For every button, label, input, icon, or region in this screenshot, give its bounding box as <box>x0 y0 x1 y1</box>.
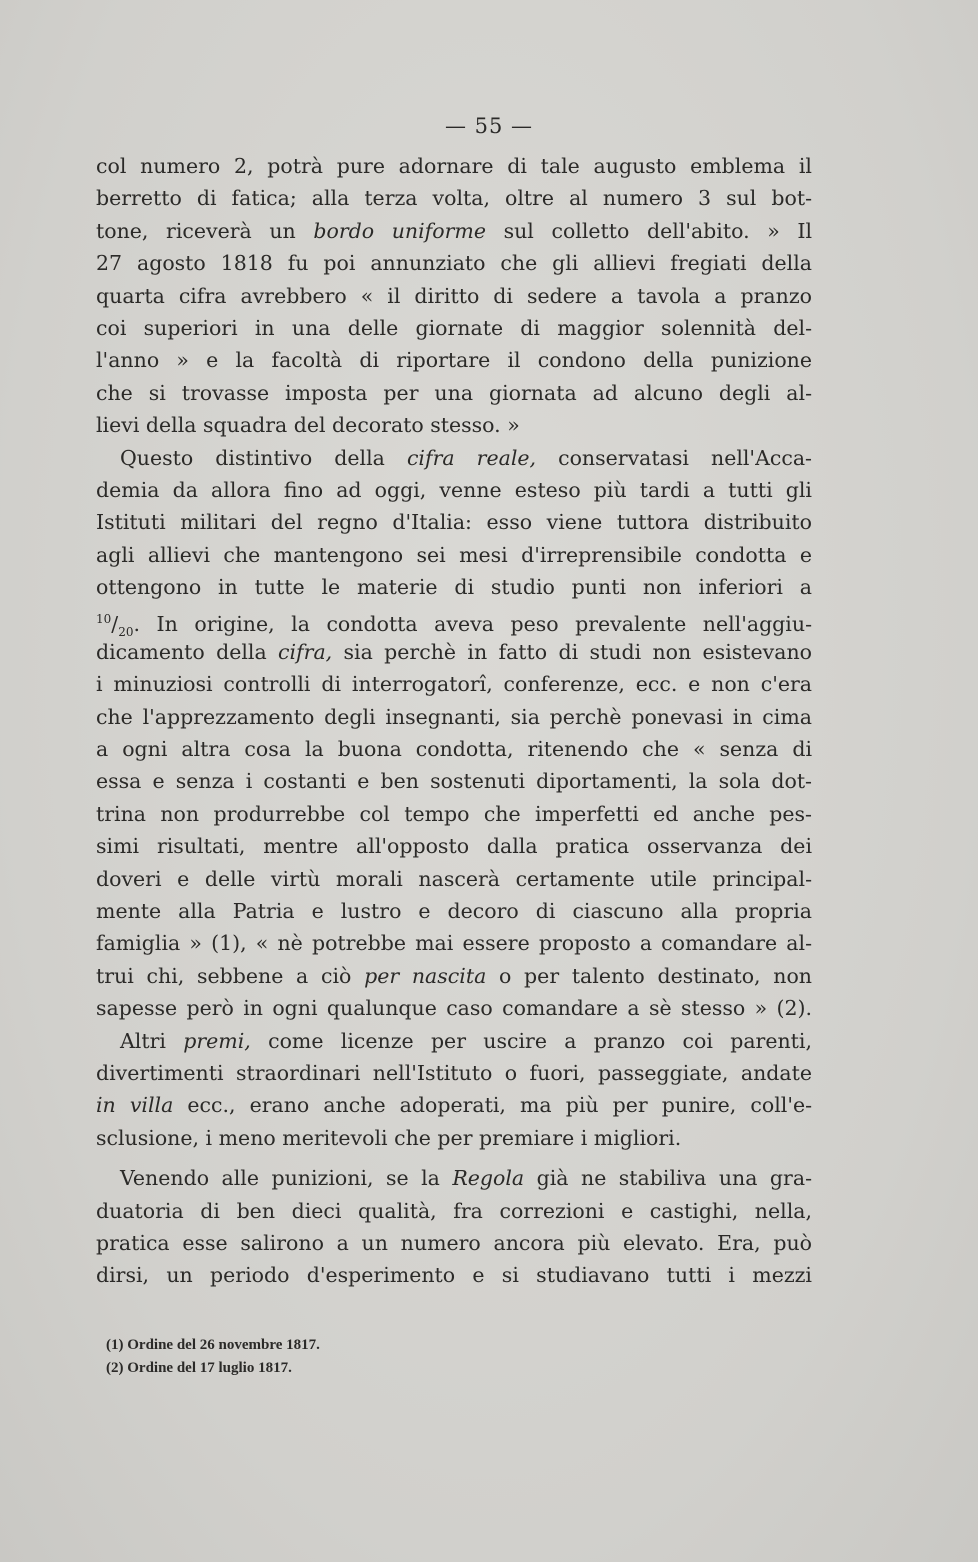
text-line: sclusione, i meno meritevoli che per premiare i migliori. <box>96 1125 682 1150</box>
text-line: pratica esse salirono a un numero ancora più elevato. Era, può <box>96 1230 812 1255</box>
text-line: che l'apprezzamento degli insegnanti, sia perchè ponevasi in cima <box>96 704 812 729</box>
paragraph-start-line: Altri premi, come licenze per uscire a pranzo coi parenti, <box>120 1028 812 1053</box>
text-line: famiglia » (1), « nè potrebbe mai essere proposto a comandare al- <box>96 931 812 956</box>
text-line: Istituti militari del regno d'Italia: esso viene tuttora distribuito <box>96 510 812 535</box>
text-line: dicamento della cifra, sia perchè in fatto di studi non esistevano <box>96 639 813 664</box>
text-line: tone, riceverà un bordo uniforme sul colletto dell'abito. » Il <box>96 218 812 243</box>
text-line: 27 agosto 1818 fu poi annunziato che gli allievi fregiati della <box>96 251 812 276</box>
footnote: (1) Ordine del 26 novembre 1817. <box>106 1337 320 1353</box>
text-line: in villa ecc., erano anche adoperati, ma più per punire, coll'e- <box>96 1093 813 1118</box>
body-text <box>96 150 812 1292</box>
text-line: $^{10}/_{20}$. In origine, la condotta aveva peso prevalente nell'aggiu- <box>96 612 812 640</box>
italic-text: in villa <box>96 1093 174 1118</box>
text-line: demia da allora fino ad oggi, venne esteso più tardi a tutti gli <box>96 477 812 502</box>
italic-text: bordo uniforme <box>313 218 486 243</box>
fraction-part: 20 <box>118 625 134 640</box>
text-line: trina non produrrebbe col tempo che imperfetti ed anche pes- <box>96 801 812 826</box>
text-line: i minuziosi controlli di interrogatorî, conferenze, ecc. e non c'era <box>96 672 812 697</box>
footnote: (2) Ordine del 17 luglio 1817. <box>106 1360 292 1376</box>
italic-text: cifra, <box>278 639 333 664</box>
text-line: quarta cifra avrebbero « il diritto di sedere a tavola a pranzo <box>96 283 812 308</box>
text-line: agli allievi che mantengono sei mesi d'irreprensibile condotta e <box>96 542 812 567</box>
page-number: — 55 — <box>444 114 534 138</box>
text-line: l'anno » e la facoltà di riportare il condono della punizione <box>96 348 812 373</box>
text-line: essa e senza i costanti e ben sostenuti diportamenti, la sola dot- <box>96 769 812 794</box>
text-line: trui chi, sebbene a ciò per nascita o per talento destinato, non <box>96 963 813 988</box>
text-line: simi risultati, mentre all'opposto dalla pratica osservanza dei <box>96 834 812 859</box>
italic-text: premi, <box>183 1028 251 1053</box>
footnotes <box>106 1334 320 1380</box>
text-line: coi superiori in una delle giornate di maggior solennità del- <box>96 315 812 340</box>
text-line: a ogni altra cosa la buona condotta, ritenendo che « senza di <box>96 737 812 762</box>
paragraph-start-line: Questo distintivo della cifra reale, conservatasi nell'Acca- <box>120 445 812 470</box>
fraction-part: 10 <box>96 612 112 627</box>
text-line: sapesse però in ogni qualunque caso comandare a sè stesso » (2). <box>96 996 812 1021</box>
text-line: berretto di fatica; alla terza volta, oltre al numero 3 sul bot- <box>96 186 812 211</box>
italic-text: Regola <box>452 1166 525 1191</box>
text-line: duatoria di ben dieci qualità, fra correzioni e castighi, nella, <box>96 1198 812 1223</box>
text-line: divertimenti straordinari nell'Istituto o fuori, passeggiate, andate <box>96 1060 812 1085</box>
text-line: che si trovasse imposta per una giornata ad alcuno degli al- <box>96 380 812 405</box>
text-line: ottengono in tutte le materie di studio punti non inferiori a <box>96 575 812 600</box>
text-line: lievi della squadra del decorato stesso. » <box>96 413 520 438</box>
italic-text: per nascita <box>364 963 487 988</box>
text-line: dirsi, un periodo d'esperimento e si studiavano tutti i mezzi <box>96 1263 812 1288</box>
italic-text: cifra reale, <box>406 445 537 470</box>
paragraph-start-line: Venendo alle punizioni, se la Regola già ne stabiliva una gra- <box>120 1166 812 1191</box>
text-line: doveri e delle virtù morali nascerà certamente utile principal- <box>96 866 812 891</box>
text-line: col numero 2, potrà pure adornare di tale augusto emblema il <box>96 154 812 178</box>
text-line: mente alla Patria e lustro e decoro di ciascuno alla propria <box>96 898 812 923</box>
